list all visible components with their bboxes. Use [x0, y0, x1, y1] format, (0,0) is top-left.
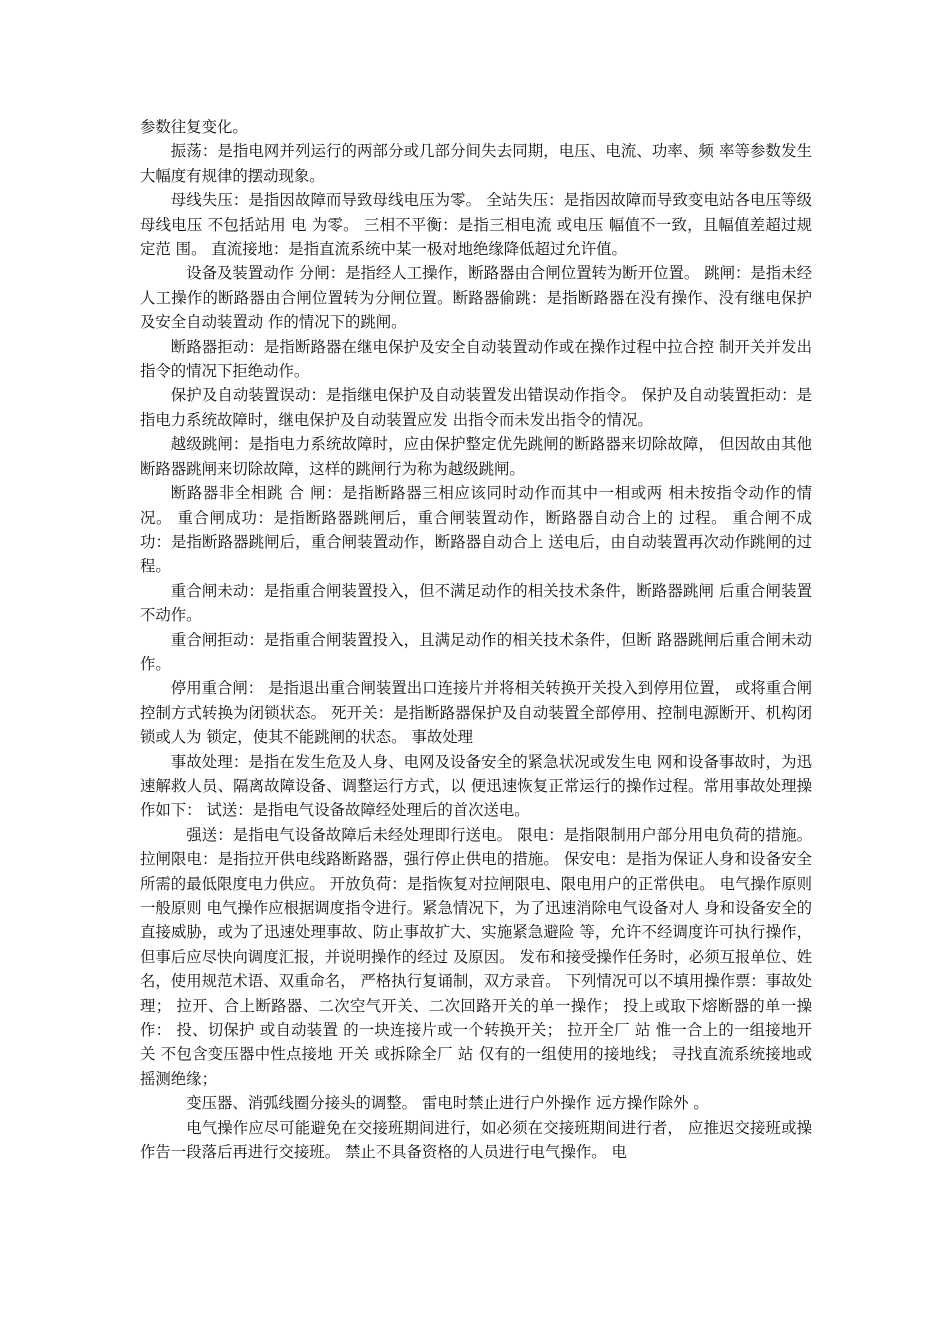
paragraph: 变压器、消弧线圈分接头的调整。 雷电时禁止进行户外操作 远方操作除外 。	[186, 1094, 709, 1113]
paragraph: 母线失压：是指因故障而导致母线电压为零。 全站失压：是指因故障而导致变电站各电压等级母线电压 不包括站用 电 为零。 三相不平衡：是指三相电流 或电压 幅值不一致，且幅值差超过规定范 围。 直流接地：是指直流系统中某一极对地绝缘降低超过允许值。	[140, 191, 812, 259]
paragraph: 电气操作应尽可能避免在交接班期间进行，如必须在交接班期间进行者， 应推迟交接班或操作告一段落后再进行交接班。 禁止不具备资格的人员进行电气操作。 电	[140, 1118, 812, 1162]
paragraph: 设备及装置动作 分闸：是指经人工操作，断路器由合闸位置转为断开位置。 跳闸：是指未经人工操作的断路器由合闸位置转为分闸位置。断路器偷跳：是指断路器在没有操作、没有继电保护及安全自动装置动 作的情况下的跳闸。	[140, 264, 812, 332]
paragraph: 振荡：是指电网并列运行的两部分或几部分间失去同期，电压、电流、功率、频 率等参数发生大幅度有规律的摆动现象。	[140, 142, 812, 185]
paragraph: 保护及自动装置误动：是指继电保护及自动装置发出错误动作指令。 保护及自动装置拒动：是指电力系统故障时，继电保护及自动装置应发 出指令而未发出指令的情况。	[140, 386, 812, 429]
paragraph: 参数往复变化。	[140, 118, 248, 136]
paragraph: 重合闸未动：是指重合闸装置投入，但不满足动作的相关技术条件，断路器跳闸 后重合闸装置不动作。	[140, 581, 812, 625]
paragraph: 停用重合闸： 是指退出重合闸装置出口连接片并将相关转换开关投入到停用位置， 或将重合闸控制方式转换为闭锁状态。 死开关：是指断路器保护及自动装置全部停用、控制电源断开、机构闭锁或人为 锁定，使其不能跳闸的状态。 事故处理	[140, 679, 812, 747]
document-body	[140, 115, 812, 1164]
paragraph: 越级跳闸：是指电力系统故障时，应由保护整定优先跳闸的断路器来切除故障， 但因故由其他断路器跳闸来切除故障，这样的跳闸行为称为越级跳闸。	[140, 435, 812, 478]
paragraph: 断路器拒动：是指断路器在继电保护及安全自动装置动作或在操作过程中拉合控 制开关并发出指令的情况下拒绝动作。	[140, 337, 812, 381]
paragraph: 重合闸拒动：是指重合闸装置投入，且满足动作的相关技术条件，但断 路器跳闸后重合闸未动作。	[140, 630, 812, 673]
paragraph: 事故处理：是指在发生危及人身、电网及设备安全的紧急状况或发生电 网和设备事故时，为迅速解救人员、隔离故障设备、调整运行方式，以 便迅速恢复正常运行的操作过程。常用事故处理操作如下： 试送：是指电气设备故障经处理后的首次送电。	[140, 752, 812, 820]
paragraph: 强送：是指电气设备故障后未经处理即行送电。 限电：是指限制用户部分用电负荷的措施。 拉闸限电：是指拉开供电线路断路器，强行停止供电的措施。 保安电：是指为保证人身和设备安全所需的最低限度电力供应。 开放负荷：是指恢复对拉闸限电、限电用户的正常供电。 电气操作原则 一般原则 电气操作应根据调度指令进行。紧急情况下，为了迅速消除电气设备对人 身和设备安全的直接威胁，或为了迅速处理事故、防止事故扩大、实施紧急避险 等，允许不经调度许可执行操作，但事后应尽快向调度汇报，并说明操作的经过 及原因。 发布和接受操作任务时，必须互报单位、姓名，使用规范术语、双重命名， 严格执行复诵制，双方录音。 下列情况可以不填用操作票：事故处理； 拉开、合上断路器、二次空气开关、二次回路开关的单一操作； 投上或取下熔断器的单一操作： 投、切保护 或自动装置 的一块连接片或一个转换开关； 拉开全厂 站 惟一合上的一组接地开关 不包含变压器中性点接地 开关 或拆除全厂 站 仅有的一组使用的接地线； 寻找直流系统接地或摇测绝缘；	[140, 825, 812, 1088]
paragraph: 断路器非全相跳 合 闸：是指断路器三相应该同时动作而其中一相或两 相未按指令动作的情况。 重合闸成功：是指断路器跳闸后，重合闸装置动作，断路器自动合上的 过程。 重合闸不成功：是指断路器跳闸后，重合闸装置动作，断路器自动合上 送电后，由自动装置再次动作跳闸的过程。	[140, 484, 812, 576]
